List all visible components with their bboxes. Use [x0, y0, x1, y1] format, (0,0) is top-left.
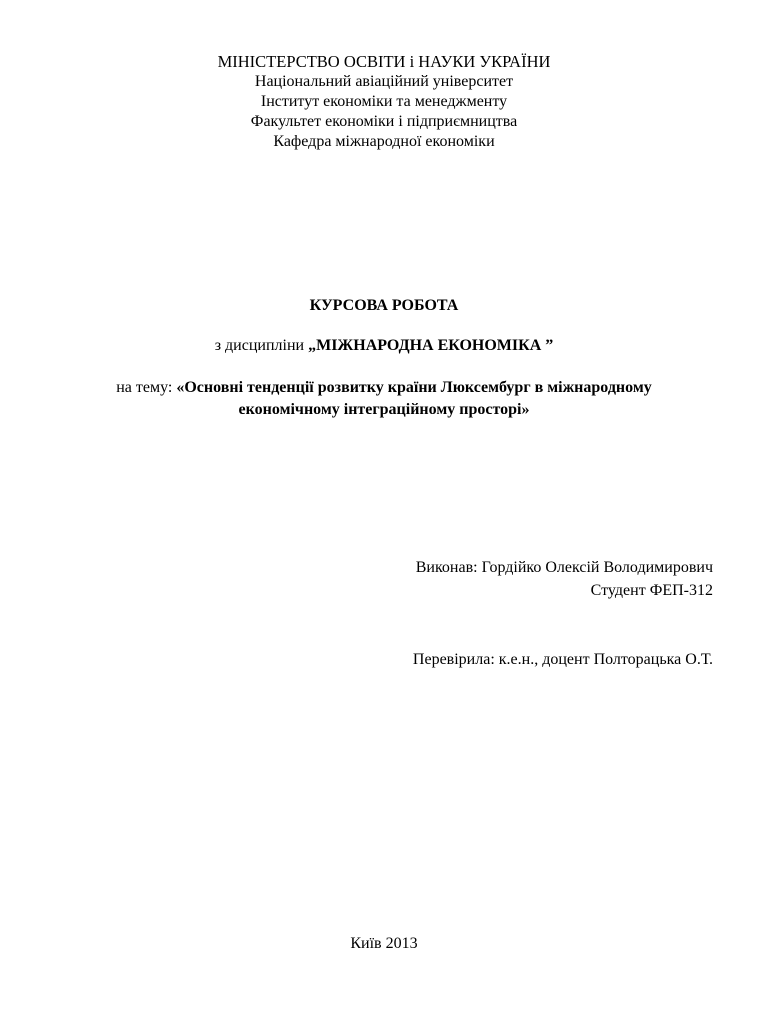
topic-line-2: економічному інтеграційному просторі» [238, 401, 530, 418]
institution-header [0, 52, 768, 152]
topic-text-1: «Основні тенденції розвитку країни Люксембург в міжнародному [176, 379, 652, 396]
place-year: Київ 2013 [350, 935, 418, 952]
author-group: Студент ФЕП-312 [590, 582, 713, 599]
discipline-prefix: з дисципліни [214, 337, 309, 354]
topic-prefix: на тему: [116, 379, 177, 396]
discipline-name: „МІЖНАРОДНА ЕКОНОМІКА ” [308, 337, 554, 354]
university-name: Національний авіаційний університет [254, 73, 514, 90]
department-name: Кафедра міжнародної економіки [273, 133, 495, 150]
faculty-name: Факультет економіки і підприємництва [250, 113, 518, 130]
author-line: Виконав: Гордійко Олексій Володимирович [415, 559, 713, 576]
reviewer-line: Перевірила: к.е.н., доцент Полторацька О.Т. [412, 651, 713, 668]
discipline-line [0, 336, 768, 356]
ministry-name: МІНІСТЕРСТВО ОСВІТИ і НАУКИ УКРАЇНИ [217, 52, 551, 71]
institute-name: Інститут економіки та менеджменту [260, 93, 508, 110]
work-type-title: КУРСОВА РОБОТА [309, 297, 459, 314]
topic-line-1 [0, 377, 768, 399]
